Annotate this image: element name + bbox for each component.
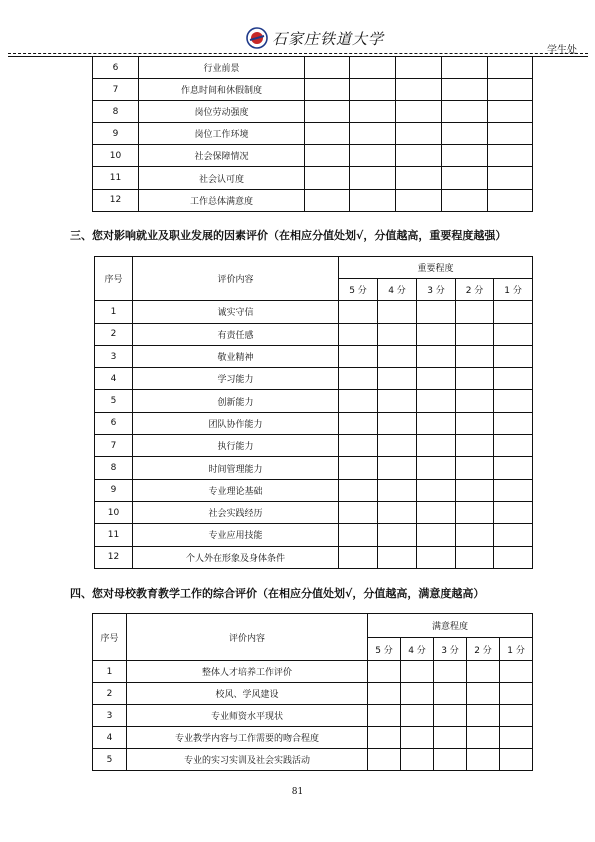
rating-cell[interactable]: [350, 189, 396, 211]
table-row: [95, 479, 533, 501]
rating-cell[interactable]: [456, 457, 494, 479]
rating-cell[interactable]: [434, 749, 467, 771]
evaluation-item: 社会保障情况: [139, 145, 305, 167]
rating-cell[interactable]: [488, 79, 533, 101]
rating-cell[interactable]: [456, 435, 494, 457]
table-row: [93, 145, 533, 167]
rating-cell[interactable]: [339, 301, 378, 323]
rating-cell[interactable]: [500, 661, 533, 683]
rating-cell[interactable]: [339, 479, 378, 501]
table-row: [93, 189, 533, 211]
row-number: 1: [93, 661, 127, 683]
evaluation-item: 诚实守信: [133, 301, 339, 323]
section-3-title: 三、您对影响就业及职业发展的因素评价（在相应分值处划√，分值越高，重要程度越强）: [70, 229, 507, 242]
rating-cell[interactable]: [494, 368, 533, 390]
rating-cell[interactable]: [434, 661, 467, 683]
col-header-satisfaction: 满意程度: [368, 614, 533, 638]
score-header: 1 分: [500, 638, 533, 661]
rating-cell[interactable]: [339, 345, 378, 367]
rating-cell[interactable]: [305, 57, 350, 79]
university-emblem-icon: [246, 27, 268, 49]
rating-cell[interactable]: [494, 457, 533, 479]
rating-cell[interactable]: [378, 524, 417, 546]
row-number: 2: [93, 683, 127, 705]
rating-cell[interactable]: [396, 189, 442, 211]
row-number: 9: [93, 123, 139, 145]
table-row: [93, 749, 533, 771]
evaluation-item: 岗位劳动强度: [139, 101, 305, 123]
rating-cell[interactable]: [378, 501, 417, 523]
rating-cell[interactable]: [456, 412, 494, 434]
rating-cell[interactable]: [500, 749, 533, 771]
rating-cell[interactable]: [378, 390, 417, 412]
section-4-title: 四、您对母校教育教学工作的综合评价（在相应分值处划√，分值越高，满意度越高）: [70, 587, 485, 600]
table-row: [93, 727, 533, 749]
rating-cell[interactable]: [368, 661, 401, 683]
evaluation-item: 专业师资水平现状: [127, 705, 368, 727]
rating-cell[interactable]: [494, 390, 533, 412]
evaluation-item: 时间管理能力: [133, 457, 339, 479]
row-number: 5: [93, 749, 127, 771]
rating-cell[interactable]: [401, 749, 434, 771]
evaluation-item: 校风、学风建设: [127, 683, 368, 705]
rating-cell[interactable]: [417, 524, 456, 546]
rating-cell[interactable]: [401, 705, 434, 727]
rating-cell[interactable]: [417, 323, 456, 345]
rating-cell[interactable]: [378, 479, 417, 501]
rating-cell[interactable]: [417, 368, 456, 390]
rating-cell[interactable]: [350, 145, 396, 167]
table-row: [95, 368, 533, 390]
score-header: 2 分: [467, 638, 500, 661]
evaluation-item: 专业理论基础: [133, 479, 339, 501]
rating-cell[interactable]: [378, 435, 417, 457]
rating-cell[interactable]: [456, 546, 494, 568]
page-header: [0, 0, 595, 58]
evaluation-item: 行业前景: [139, 57, 305, 79]
rating-cell[interactable]: [350, 101, 396, 123]
rating-cell[interactable]: [494, 524, 533, 546]
rating-cell[interactable]: [305, 123, 350, 145]
table-row: [93, 79, 533, 101]
rating-cell[interactable]: [396, 101, 442, 123]
rating-cell[interactable]: [339, 323, 378, 345]
row-number: 11: [95, 524, 133, 546]
evaluation-item: 执行能力: [133, 435, 339, 457]
rating-cell[interactable]: [339, 524, 378, 546]
rating-cell[interactable]: [434, 683, 467, 705]
university-name: 石家庄铁道大学: [272, 29, 385, 48]
rating-cell[interactable]: [494, 323, 533, 345]
teaching-evaluation-table: [92, 613, 533, 771]
rating-cell[interactable]: [339, 546, 378, 568]
rating-cell[interactable]: [378, 323, 417, 345]
importance-table: [94, 256, 533, 569]
evaluation-item: 整体人才培养工作评价: [127, 661, 368, 683]
table-row: [93, 705, 533, 727]
rating-cell[interactable]: [442, 189, 488, 211]
rating-cell[interactable]: [401, 661, 434, 683]
table-row: [95, 457, 533, 479]
evaluation-item: 工作总体满意度: [139, 189, 305, 211]
rating-cell[interactable]: [442, 57, 488, 79]
rating-cell[interactable]: [339, 368, 378, 390]
table-row: [95, 546, 533, 568]
table-row: [93, 123, 533, 145]
row-number: 6: [95, 412, 133, 434]
row-number: 3: [93, 705, 127, 727]
row-number: 9: [95, 479, 133, 501]
table-row: [95, 323, 533, 345]
university-logo: [246, 27, 384, 49]
rating-cell[interactable]: [494, 301, 533, 323]
department-label: 学生处: [547, 45, 577, 56]
rating-cell[interactable]: [305, 167, 350, 189]
evaluation-item: 学习能力: [133, 368, 339, 390]
rating-cell[interactable]: [378, 457, 417, 479]
col-header-importance: 重要程度: [339, 257, 533, 279]
rating-cell[interactable]: [378, 412, 417, 434]
rating-cell[interactable]: [305, 79, 350, 101]
rating-cell[interactable]: [417, 345, 456, 367]
table-row: [93, 167, 533, 189]
rating-cell[interactable]: [456, 390, 494, 412]
rating-cell[interactable]: [467, 727, 500, 749]
rating-cell[interactable]: [442, 101, 488, 123]
evaluation-item: 个人外在形象及身体条件: [133, 546, 339, 568]
rating-cell[interactable]: [339, 412, 378, 434]
rating-cell[interactable]: [456, 524, 494, 546]
rating-cell[interactable]: [339, 457, 378, 479]
score-header: 4 分: [378, 279, 417, 301]
rating-cell[interactable]: [401, 727, 434, 749]
evaluation-item: 社会实践经历: [133, 501, 339, 523]
rating-cell[interactable]: [442, 167, 488, 189]
evaluation-item: 团队协作能力: [133, 412, 339, 434]
rating-cell[interactable]: [467, 661, 500, 683]
table-row: [95, 412, 533, 434]
table-row: [93, 57, 533, 79]
rating-cell[interactable]: [488, 123, 533, 145]
score-header: 4 分: [401, 638, 434, 661]
row-number: 11: [93, 167, 139, 189]
rating-cell[interactable]: [417, 390, 456, 412]
row-number: 12: [95, 546, 133, 568]
rating-cell[interactable]: [500, 705, 533, 727]
rating-cell[interactable]: [500, 683, 533, 705]
rating-cell[interactable]: [456, 301, 494, 323]
rating-cell[interactable]: [305, 145, 350, 167]
rating-cell[interactable]: [396, 57, 442, 79]
row-number: 4: [93, 727, 127, 749]
evaluation-item: 专业教学内容与工作需要的吻合程度: [127, 727, 368, 749]
rating-cell[interactable]: [350, 123, 396, 145]
rating-cell[interactable]: [339, 390, 378, 412]
rating-cell[interactable]: [350, 79, 396, 101]
table-row: [93, 683, 533, 705]
col-header-item: 评价内容: [127, 614, 368, 661]
row-number: 2: [95, 323, 133, 345]
table-row: [95, 435, 533, 457]
rating-cell[interactable]: [378, 546, 417, 568]
rating-cell[interactable]: [339, 501, 378, 523]
rating-cell[interactable]: [417, 546, 456, 568]
row-number: 6: [93, 57, 139, 79]
col-header-no: 序号: [95, 257, 133, 301]
rating-cell[interactable]: [396, 79, 442, 101]
row-number: 5: [95, 390, 133, 412]
rating-cell[interactable]: [417, 479, 456, 501]
rating-cell[interactable]: [494, 412, 533, 434]
rating-cell[interactable]: [368, 749, 401, 771]
rating-cell[interactable]: [378, 301, 417, 323]
table-row: [93, 101, 533, 123]
row-number: 4: [95, 368, 133, 390]
rating-cell[interactable]: [488, 57, 533, 79]
rating-cell[interactable]: [467, 683, 500, 705]
rating-cell[interactable]: [467, 705, 500, 727]
row-number: 7: [95, 435, 133, 457]
row-number: 12: [93, 189, 139, 211]
rating-cell[interactable]: [305, 189, 350, 211]
rating-cell[interactable]: [456, 368, 494, 390]
table-row: [93, 661, 533, 683]
col-header-no: 序号: [93, 614, 127, 661]
row-number: 3: [95, 345, 133, 367]
rating-cell[interactable]: [417, 412, 456, 434]
evaluation-item: 有责任感: [133, 323, 339, 345]
rating-cell[interactable]: [456, 345, 494, 367]
rating-cell[interactable]: [350, 167, 396, 189]
table-row: [95, 301, 533, 323]
rating-cell[interactable]: [488, 189, 533, 211]
evaluation-item: 敬业精神: [133, 345, 339, 367]
evaluation-item: 专业应用技能: [133, 524, 339, 546]
header-divider-dashed: [8, 53, 588, 54]
rating-cell[interactable]: [488, 145, 533, 167]
rating-cell[interactable]: [417, 457, 456, 479]
rating-cell[interactable]: [368, 683, 401, 705]
rating-cell[interactable]: [417, 435, 456, 457]
satisfaction-table-continued: [92, 57, 533, 212]
rating-cell[interactable]: [488, 101, 533, 123]
rating-cell[interactable]: [442, 123, 488, 145]
evaluation-item: 岗位工作环境: [139, 123, 305, 145]
evaluation-item: 创新能力: [133, 390, 339, 412]
rating-cell[interactable]: [401, 683, 434, 705]
rating-cell[interactable]: [305, 101, 350, 123]
rating-cell[interactable]: [494, 501, 533, 523]
row-number: 7: [93, 79, 139, 101]
score-header: 1 分: [494, 279, 533, 301]
rating-cell[interactable]: [368, 705, 401, 727]
row-number: 8: [95, 457, 133, 479]
score-header: 3 分: [434, 638, 467, 661]
row-number: 8: [93, 101, 139, 123]
evaluation-item: 社会认可度: [139, 167, 305, 189]
rating-cell[interactable]: [494, 435, 533, 457]
evaluation-item: 专业的实习实训及社会实践活动: [127, 749, 368, 771]
table-row: [95, 501, 533, 523]
table-row: [95, 345, 533, 367]
score-header: 5 分: [339, 279, 378, 301]
row-number: 1: [95, 301, 133, 323]
rating-cell[interactable]: [500, 727, 533, 749]
rating-cell[interactable]: [417, 301, 456, 323]
rating-cell[interactable]: [368, 727, 401, 749]
rating-cell[interactable]: [494, 546, 533, 568]
rating-cell[interactable]: [442, 145, 488, 167]
rating-cell[interactable]: [494, 479, 533, 501]
rating-cell[interactable]: [417, 501, 456, 523]
rating-cell[interactable]: [378, 345, 417, 367]
score-header: 3 分: [417, 279, 456, 301]
rating-cell[interactable]: [378, 368, 417, 390]
score-header: 5 分: [368, 638, 401, 661]
score-header: 2 分: [456, 279, 494, 301]
table-row: [95, 390, 533, 412]
col-header-item: 评价内容: [133, 257, 339, 301]
page-number: 81: [291, 787, 304, 797]
evaluation-item: 作息时间和休假制度: [139, 79, 305, 101]
rating-cell[interactable]: [339, 435, 378, 457]
row-number: 10: [93, 145, 139, 167]
rating-cell[interactable]: [396, 123, 442, 145]
rating-cell[interactable]: [494, 345, 533, 367]
rating-cell[interactable]: [396, 145, 442, 167]
rating-cell[interactable]: [396, 167, 442, 189]
rating-cell[interactable]: [434, 727, 467, 749]
rating-cell[interactable]: [456, 501, 494, 523]
rating-cell[interactable]: [434, 705, 467, 727]
rating-cell[interactable]: [350, 57, 396, 79]
table-row: [95, 524, 533, 546]
rating-cell[interactable]: [456, 479, 494, 501]
row-number: 10: [95, 501, 133, 523]
rating-cell[interactable]: [467, 749, 500, 771]
rating-cell[interactable]: [456, 323, 494, 345]
rating-cell[interactable]: [488, 167, 533, 189]
rating-cell[interactable]: [442, 79, 488, 101]
